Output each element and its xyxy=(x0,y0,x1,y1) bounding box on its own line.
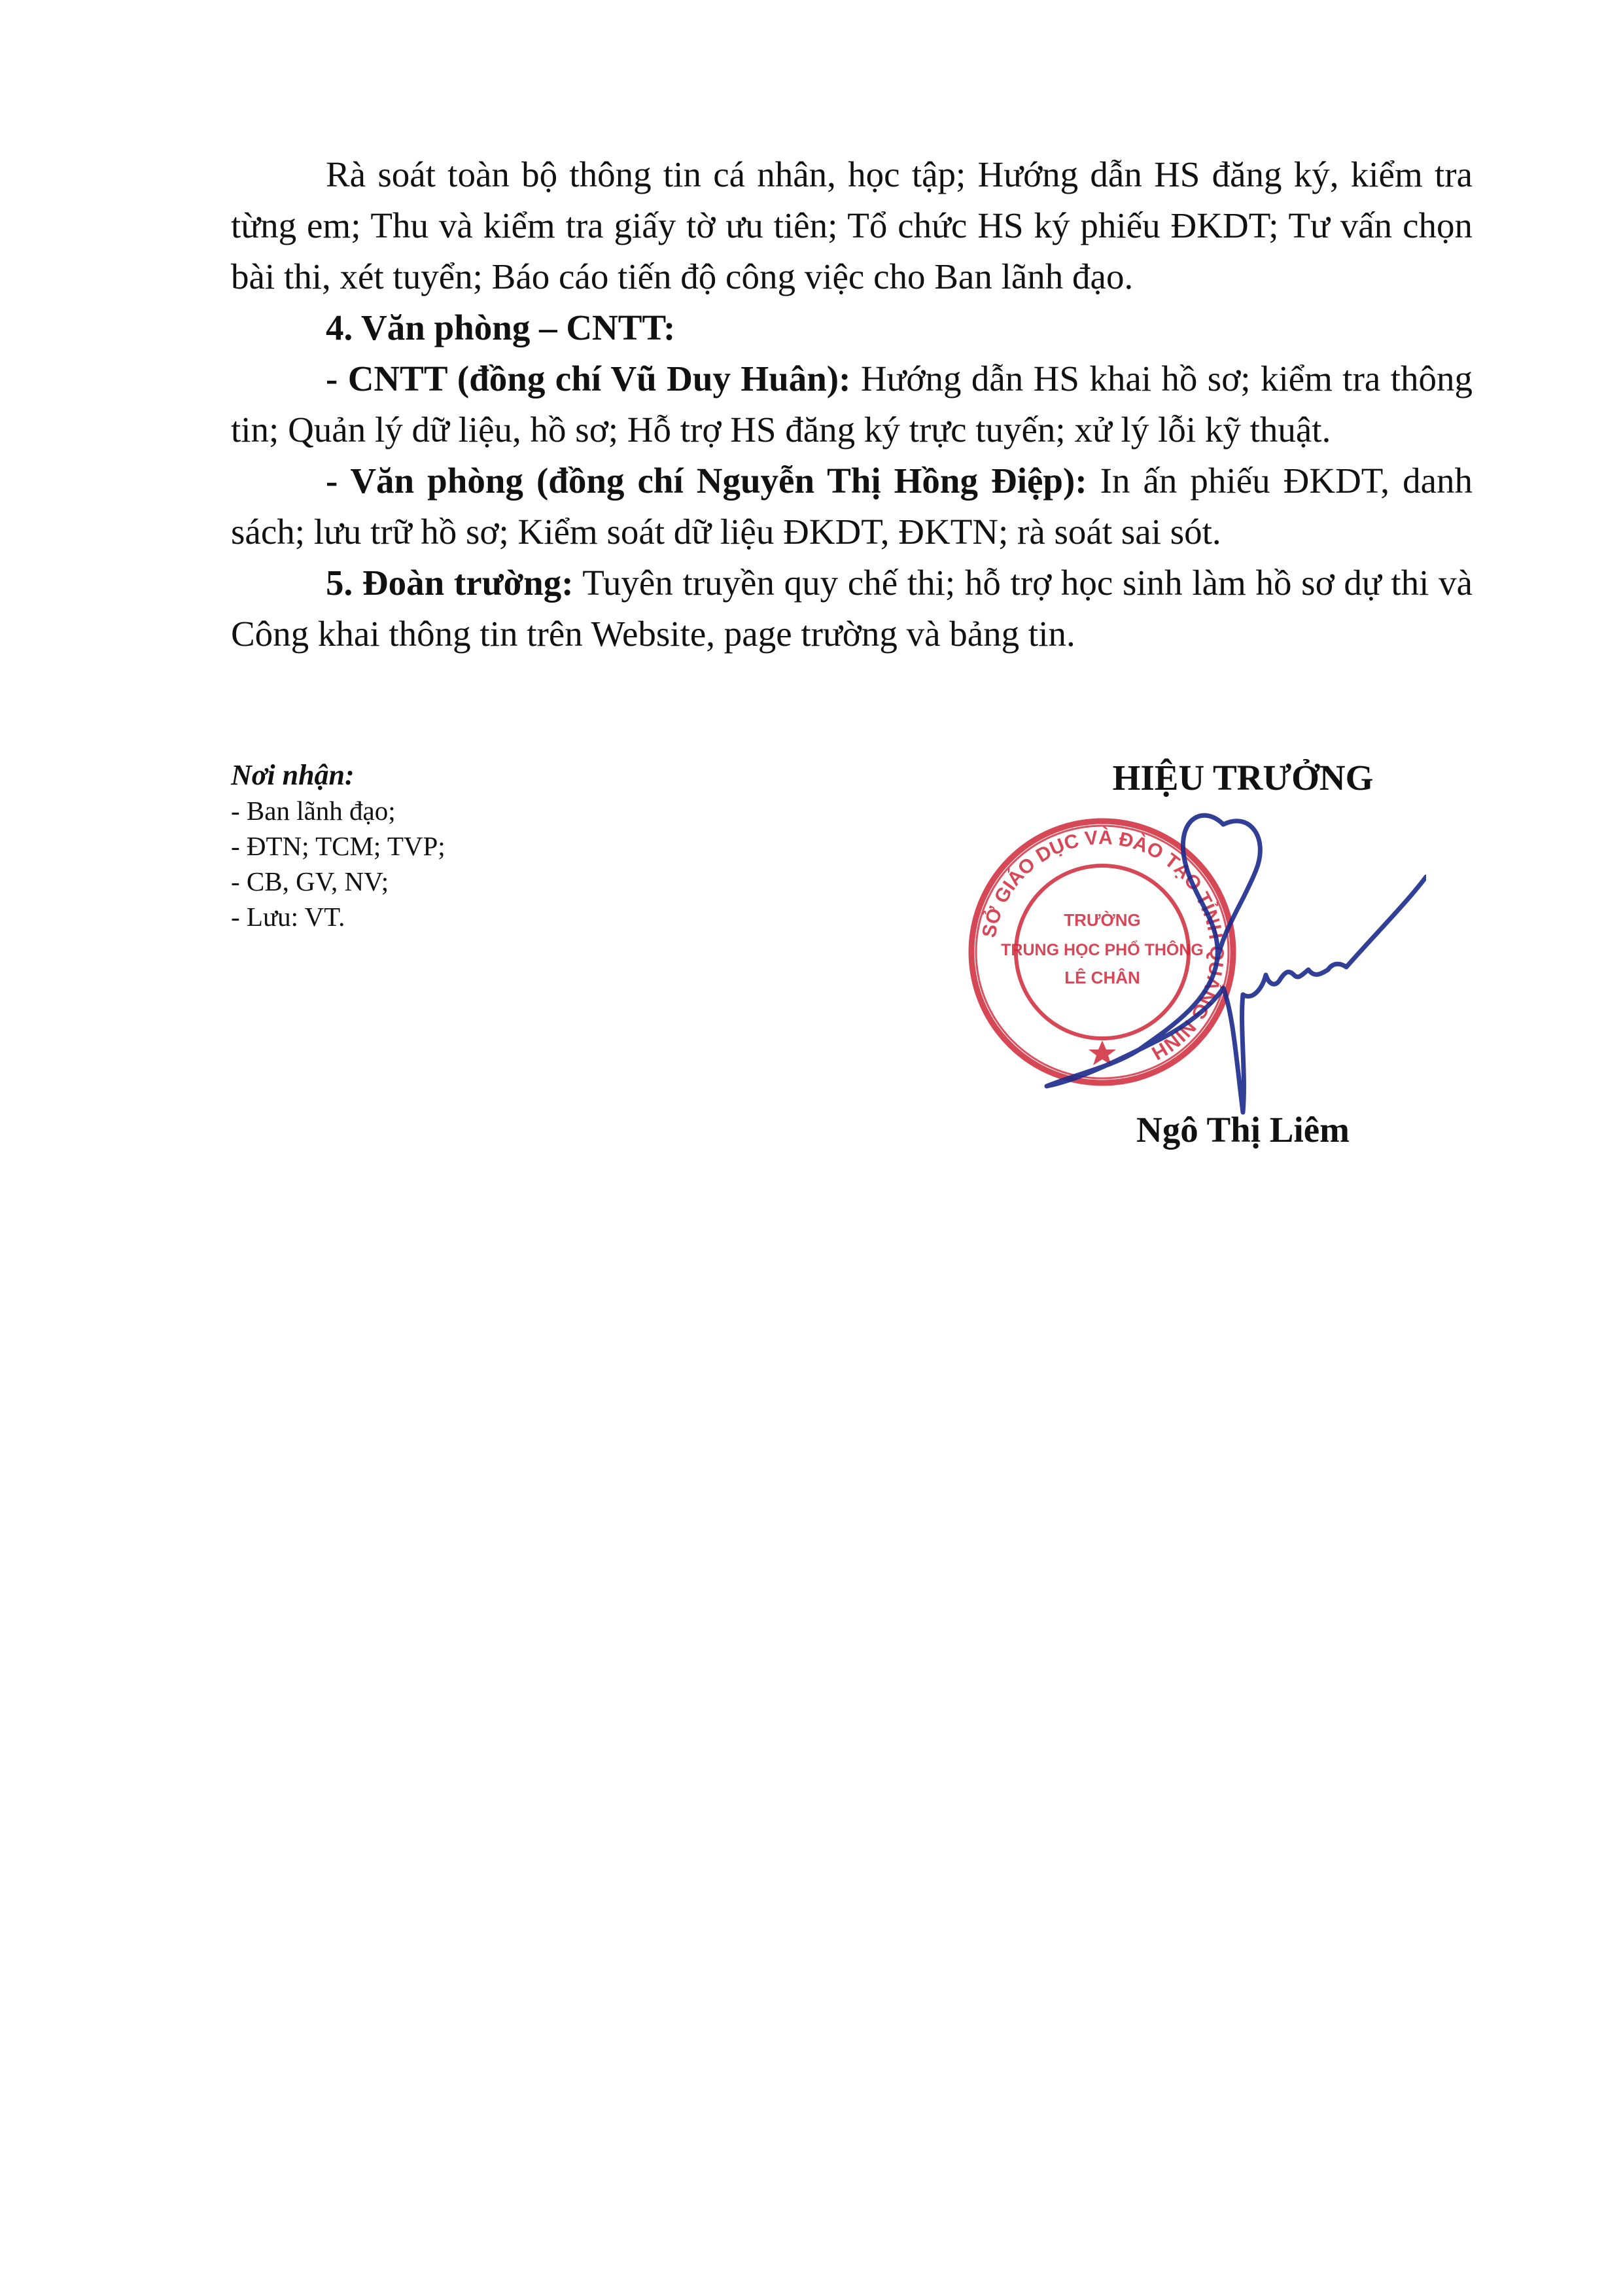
cntt-text: Hướng dẫn HS khai hồ sơ; kiểm tra thông tin; Quản lý dữ liệu, hồ sơ; Hỗ trợ HS đăng ký trực tuyến; xử lý lỗi kỹ thuật. xyxy=(231,359,1473,450)
van-phong-text: In ấn phiếu ĐKDT, danh sách; lưu trữ hồ sơ; Kiểm soát dữ liệu ĐKDT, ĐKTN; rà soát sai sót. xyxy=(231,461,1473,552)
section-4-heading xyxy=(231,302,1473,353)
doan-truong-text: Tuyên truyền quy chế thi; hỗ trợ học sinh làm hồ sơ dự thi và Công khai thông tin trên Website, page trường và bảng tin. xyxy=(231,563,1473,654)
paragraph-cntt xyxy=(231,353,1473,455)
recipient-item: - Ban lãnh đạo; xyxy=(231,796,396,826)
recipient-item: - ĐTN; TCM; TVP; xyxy=(231,831,445,861)
recipients-block xyxy=(231,758,689,934)
van-phong-label: - Văn phòng (đồng chí Nguyễn Thị Hồng Điệp): xyxy=(326,461,1087,501)
paragraph-van-phong xyxy=(231,455,1473,557)
recipient-item: - CB, GV, NV; xyxy=(231,866,389,896)
handwritten-signature xyxy=(1007,798,1426,1139)
seal-line-3: LÊ CHÂN xyxy=(1064,968,1140,987)
signer-title: HIỆU TRƯỞNG xyxy=(1112,758,1374,798)
seal-line-1: TRƯỜNG xyxy=(1064,910,1141,930)
paragraph-doan-truong xyxy=(231,557,1473,660)
seal-outer-text: SỞ GIÁO DỤC VÀ ĐÀO TẠO TỈNH QUẢNG NINH xyxy=(978,826,1228,1064)
cntt-label: - CNTT (đồng chí Vũ Duy Huân): xyxy=(326,359,851,398)
section-4-title: 4. Văn phòng – CNTT: xyxy=(326,308,676,347)
recipient-item: - Lưu: VT. xyxy=(231,902,345,932)
recipients-heading: Nơi nhận: xyxy=(231,759,355,791)
paragraph-review: Rà soát toàn bộ thông tin cá nhân, học tập; Hướng dẫn HS đăng ký, kiểm tra từng em; Thu và kiểm tra giấy tờ ưu tiên; Tổ chức HS ký phiếu ĐKDT; Tư vấn chọn bài thi, xét tuyển; Báo cáo tiến độ công việc cho Ban lãnh đạo. xyxy=(231,154,1473,296)
seal-line-2: TRUNG HỌC PHỔ THÔNG xyxy=(1001,941,1204,959)
doan-truong-label: 5. Đoàn trường: xyxy=(326,563,574,603)
document-body xyxy=(231,149,1473,660)
signer-name: Ngô Thị Liêm xyxy=(1136,1110,1350,1150)
